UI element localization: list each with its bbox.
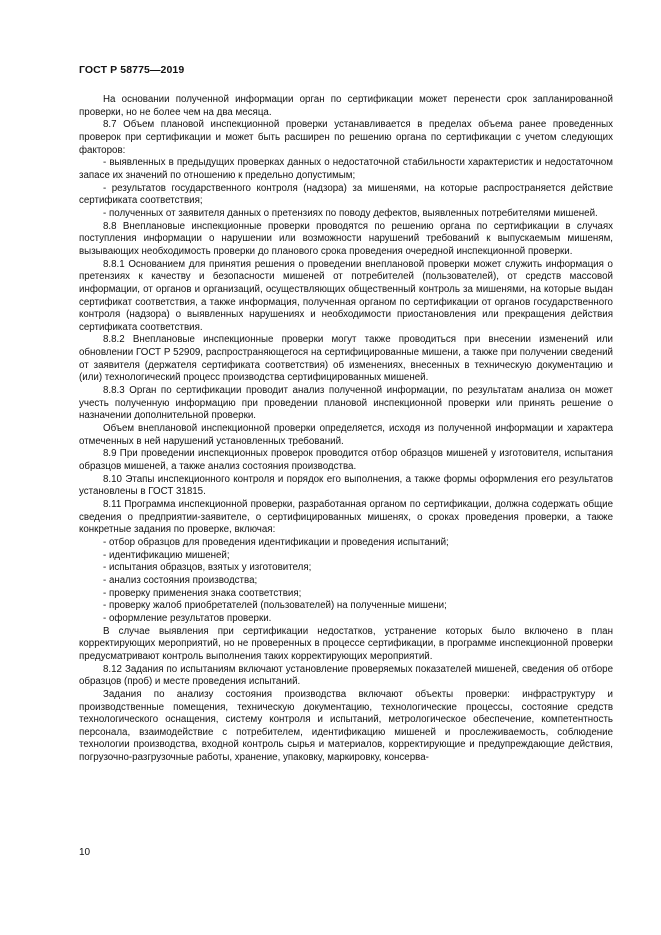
list-item: - результатов государственного контроля (надзора) за мишенями, на которые распространяется действие сертификата соответствия; xyxy=(79,182,613,207)
paragraph: 8.12 Задания по испытаниям включают установление проверяемых показателей мишеней, сведения об отборе образцов (проб) и месте проведения испытаний. xyxy=(79,663,613,688)
paragraph: В случае выявления при сертификации недостатков, устранение которых было включено в план корректирующих мероприятий, но не проверенных в процессе сертификации, в программе инспекционной проверки предусматривают контроль выполнения таких корректирующих мероприятий. xyxy=(79,625,613,662)
paragraph: 8.10 Этапы инспекционного контроля и порядок его выполнения, а также формы оформления его результатов установлены в ГОСТ 31815. xyxy=(79,473,613,498)
paragraph: 8.9 При проведении инспекционных проверок проводится отбор образцов мишеней у изготовителя, испытания образцов мишеней, а также анализ состояния производства. xyxy=(79,448,613,473)
paragraph: 8.8.2 Внеплановые инспекционные проверки могут также проводиться при внесении изменений или обновлении ГОСТ Р 52909, распространяющегося на сертифицированные мишени, а также при получении сведений от заявителя (держателя сертификата соответствия) об изменениях, внесенных в техническую документацию и (или) технологический процесс производства сертифицированных мишеней. xyxy=(79,334,613,384)
paragraph: 8.8 Внеплановые инспекционные проверки проводятся по решению органа по сертификации в случаях поступления информации о нарушении или возможности нарушений требований к выпускаемым мишеням, вызывающих необходимость проверки до планового срока проведения очередной инспекционной проверки. xyxy=(79,220,613,257)
page-number: 10 xyxy=(79,847,91,858)
list-item: - оформление результатов проверки. xyxy=(103,612,272,624)
list-item: - полученных от заявителя данных о претензиях по поводу дефектов, выявленных потребителями мишеней. xyxy=(103,207,598,219)
list-item: - анализ состояния производства; xyxy=(103,574,258,586)
paragraph: На основании полученной информации орган по сертификации может перенести срок запланированной проверки, но не более чем на два месяца. xyxy=(79,94,613,118)
list-item: - проверку применения знака соответствия; xyxy=(103,587,302,599)
paragraph: 8.7 Объем плановой инспекционной проверки устанавливается в пределах объема ранее проведенных проверок при сертификации и может быть расширен по решению органа по сертификации с учетом следующих факторов: xyxy=(79,119,613,156)
body-text xyxy=(79,94,613,765)
list-item: - выявленных в предыдущих проверках данных о недостаточной стабильности характеристик и недостаточном запасе их значений по отношению к предельно допустимым; xyxy=(79,157,613,181)
paragraph: Объем внеплановой инспекционной проверки определяется, исходя из полученной информации и характера отмеченных в ней нарушений установленных требований. xyxy=(79,423,613,447)
paragraph: 8.11 Программа инспекционной проверки, разработанная органом по сертификации, должна содержать общие сведения о предприятии-заявителе, о сертифицированных мишенях, о сроках проведения проверки, а также конкретные задания по проверке, включая: xyxy=(79,499,613,536)
list-item: - отбор образцов для проведения идентификации и проведения испытаний; xyxy=(103,536,449,548)
paragraph: 8.8.1 Основанием для принятия решения о проведении внеплановой проверки может служить информация о претензиях к качеству и безопасности мишеней от потребителей (пользователей), от средств массовой информации, от органов и организаций, осуществляющих общественный контроль за мишенями, на которые выдан сертификат соответствия, а также информация, полученная органом по сертификации от органов государственного контроля (надзора) о выявленных нарушениях и необходимости приостановления или прекращения действия сертификата соответствия. xyxy=(79,258,613,333)
list-item: - проверку жалоб приобретателей (пользователей) на полученные мишени; xyxy=(103,600,447,612)
paragraph: 8.8.3 Орган по сертификации проводит анализ полученной информации, по результатам анализа он может учесть полученную информацию при проведении плановой инспекционной проверки или принять решение о назначении дополнительной проверки. xyxy=(79,385,613,422)
list-item: - испытания образцов, взятых у изготовителя; xyxy=(103,562,312,574)
document-header: ГОСТ Р 58775—2019 xyxy=(79,64,185,76)
paragraph: Задания по анализу состояния производства включают объекты проверки: инфраструктуру и производственные помещения, техническую документацию, технологические процессы, состояние средств технологического оснащения, систему контроля и испытаний, метрологическое обеспечение, компетентность персонала, взаимодействие с потребителем, идентификацию мишеней и прослеживаемость, соблюдение технологии производства, входной контроль сырья и материалов, корректирующие и предупреждающие действия, погрузочно-разгрузочные работы, хранение, упаковку, маркировку, консерва- xyxy=(79,688,613,764)
list-item: - идентификацию мишеней; xyxy=(103,549,230,561)
